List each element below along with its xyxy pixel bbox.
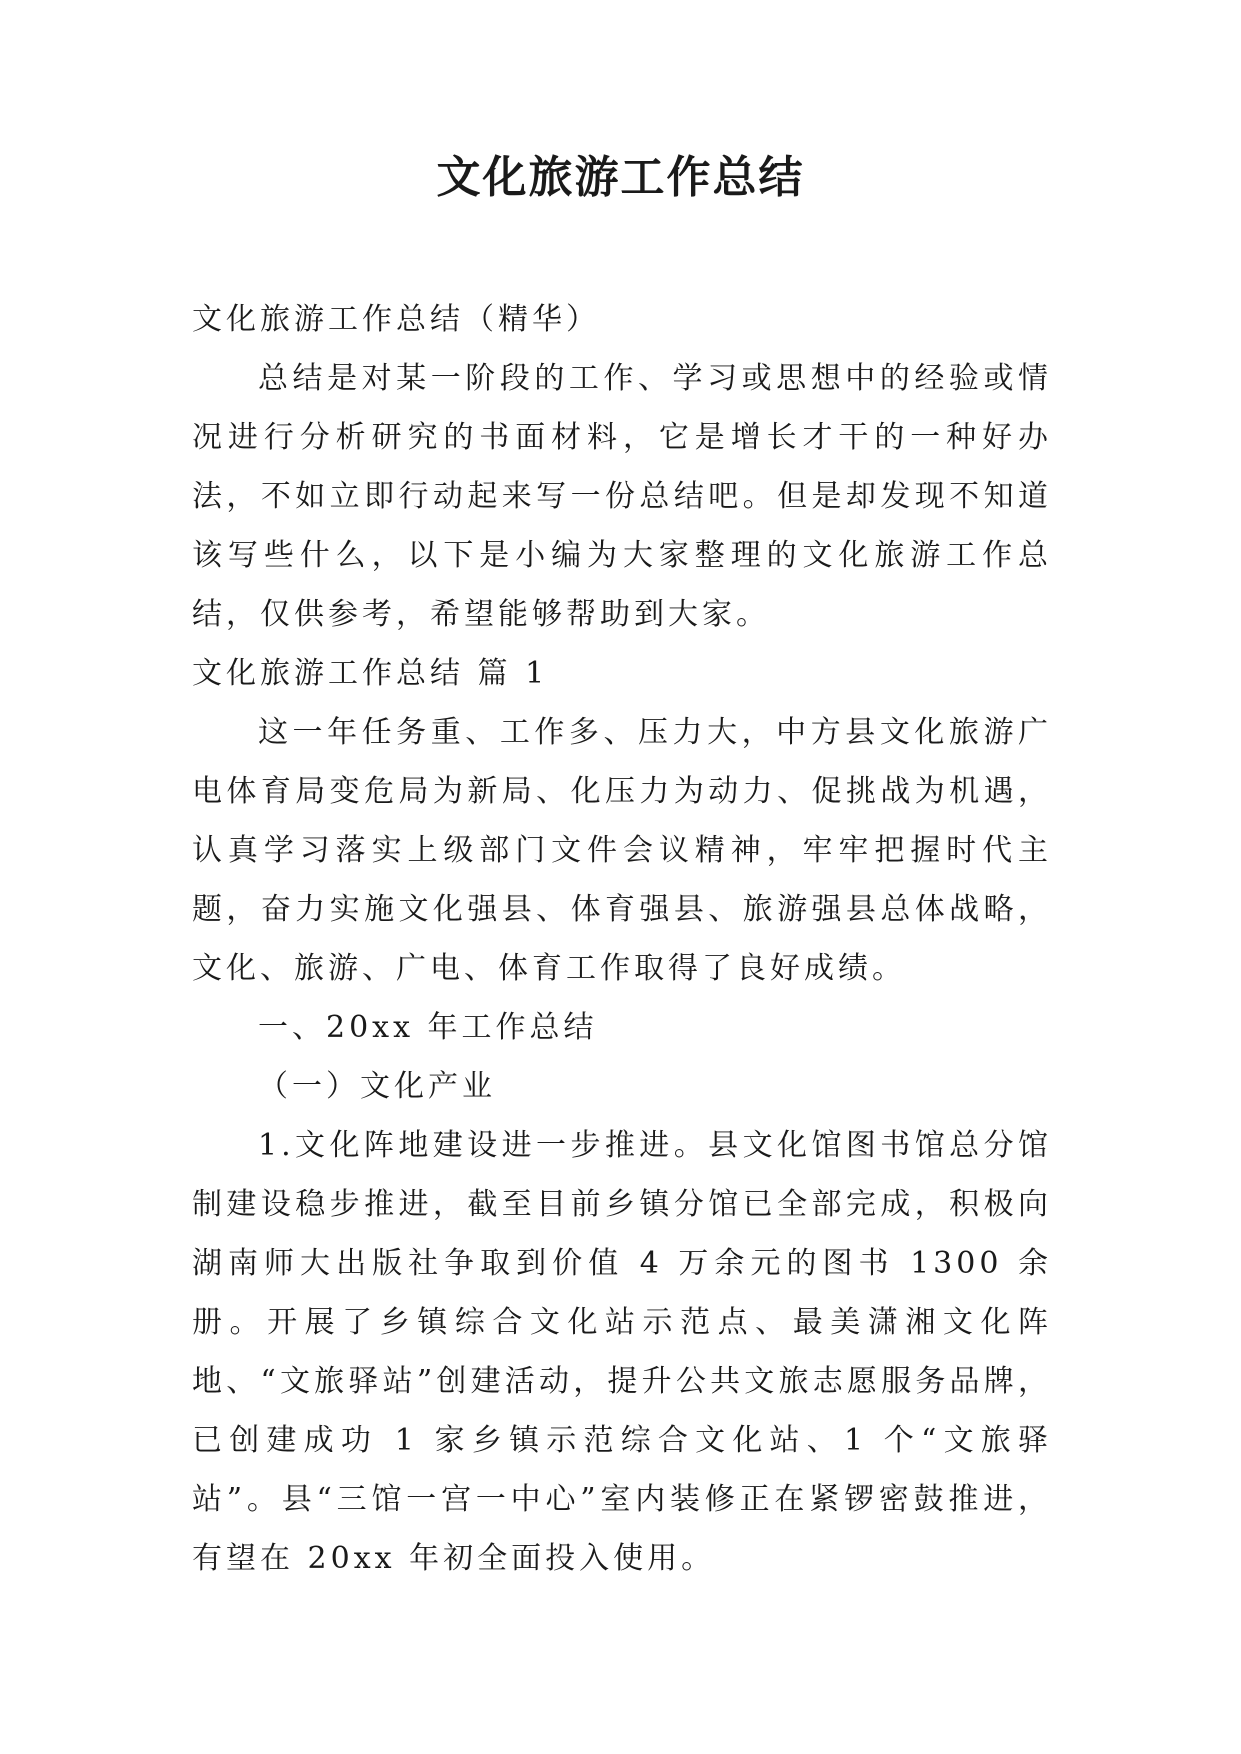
cultural-facilities-paragraph: 1.文化阵地建设进一步推进。县文化馆图书馆总分馆制建设稳步推进，截至目前乡镇分馆已全部完成，积极向湖南师大出版社争取到价值 4 万余元的图书 1300 余册。开展了乡镇综合文化站示范点、最美潇湘文化阵地、“文旅驿站”创建活动，提升公共文旅志愿服务品牌，已创建成功 1 家乡镇示范综合文化站、1 个“文旅驿站”。县“三馆一宫一中心”室内装修正在紧锣密鼓推进，有望在 20xx 年初全面投入使用。 [192,1128,1052,1576]
document-title: 文化旅游工作总结 [436,152,805,203]
document-body [192,290,1052,1588]
intro-paragraph: 总结是对某一阶段的工作、学习或思想中的经验或情况进行分析研究的书面材料，它是增长才干的一种好办法，不如立即行动起来写一份总结吧。但是却发现不知道该写些什么，以下是小编为大家整理的文化旅游工作总结，仅供参考，希望能够帮助到大家。 [192,361,1052,632]
document-subtitle: 文化旅游工作总结（精华） [192,302,600,337]
heading-yearly-summary: 一、20xx 年工作总结 [258,1010,598,1045]
heading-cultural-industry: （一）文化产业 [258,1069,496,1104]
section-heading-part-1: 文化旅游工作总结 篇 1 [192,656,549,691]
overview-paragraph: 这一年任务重、工作多、压力大，中方县文化旅游广电体育局变危局为新局、化压力为动力、促挑战为机遇，认真学习落实上级部门文件会议精神，牢牢把握时代主题，奋力实施文化强县、体育强县、旅游强县总体战略，文化、旅游、广电、体育工作取得了良好成绩。 [192,715,1052,986]
